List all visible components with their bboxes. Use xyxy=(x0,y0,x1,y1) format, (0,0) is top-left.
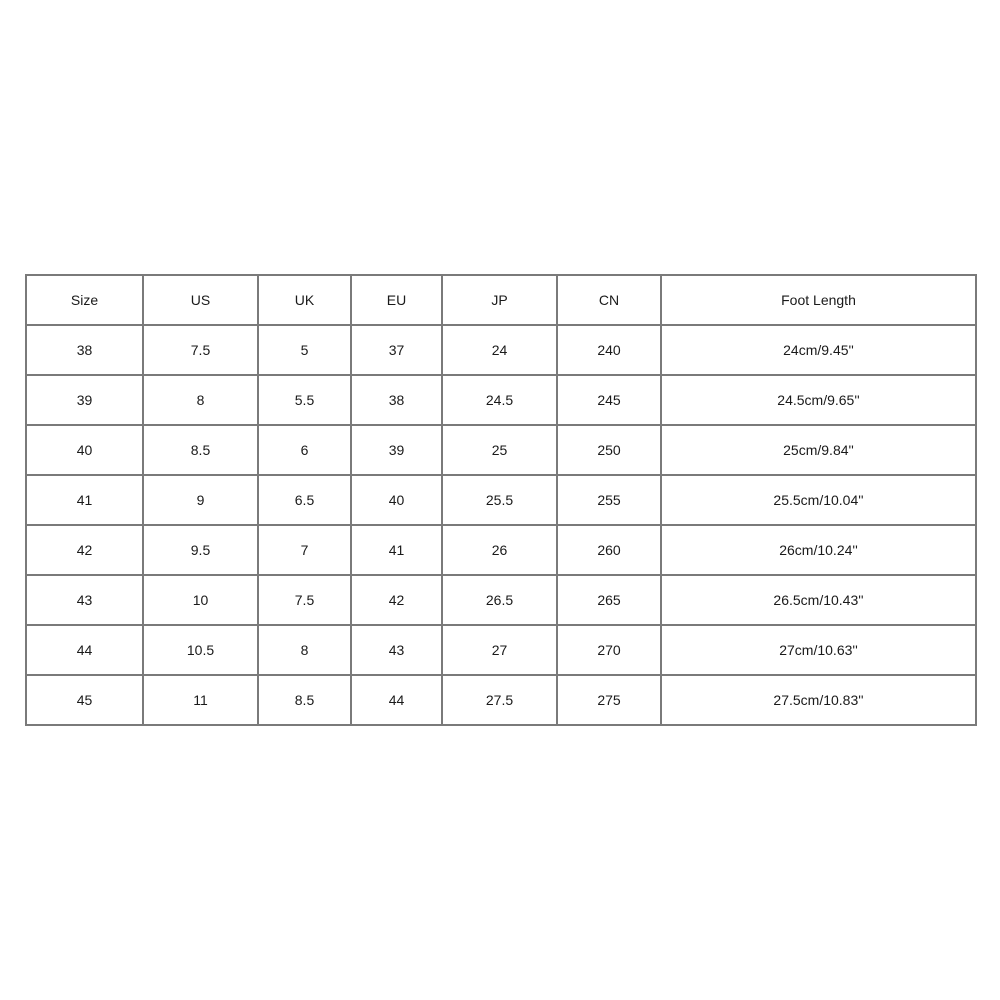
table-cell: 43 xyxy=(27,576,144,626)
table-cell: 41 xyxy=(352,526,443,576)
table-cell: 245 xyxy=(558,376,662,426)
table-cell: 10.5 xyxy=(144,626,259,676)
header-size: Size xyxy=(27,276,144,326)
table-cell: 27.5 xyxy=(443,676,558,726)
table-cell: 10 xyxy=(144,576,259,626)
table-cell: 8.5 xyxy=(144,426,259,476)
table-cell: 39 xyxy=(352,426,443,476)
table-cell: 41 xyxy=(27,476,144,526)
table-cell: 9.5 xyxy=(144,526,259,576)
table-row xyxy=(27,576,977,626)
table-cell: 240 xyxy=(558,326,662,376)
table-cell: 26.5cm/10.43'' xyxy=(662,576,977,626)
table-cell: 25.5 xyxy=(443,476,558,526)
table-cell: 25 xyxy=(443,426,558,476)
header-row xyxy=(27,276,977,326)
table-cell: 27.5cm/10.83'' xyxy=(662,676,977,726)
size-chart-table xyxy=(25,274,977,726)
header-uk: UK xyxy=(259,276,352,326)
table-cell: 38 xyxy=(27,326,144,376)
table-cell: 9 xyxy=(144,476,259,526)
table-cell: 265 xyxy=(558,576,662,626)
table-cell: 42 xyxy=(352,576,443,626)
table-cell: 44 xyxy=(27,626,144,676)
table-cell: 5.5 xyxy=(259,376,352,426)
table-cell: 8 xyxy=(259,626,352,676)
table-cell: 6.5 xyxy=(259,476,352,526)
table-cell: 44 xyxy=(352,676,443,726)
table-cell: 7.5 xyxy=(259,576,352,626)
table-cell: 25.5cm/10.04'' xyxy=(662,476,977,526)
table-cell: 275 xyxy=(558,676,662,726)
header-cn: CN xyxy=(558,276,662,326)
table-cell: 270 xyxy=(558,626,662,676)
table-row xyxy=(27,476,977,526)
table-cell: 260 xyxy=(558,526,662,576)
table-cell: 38 xyxy=(352,376,443,426)
table-cell: 24 xyxy=(443,326,558,376)
table-cell: 24.5cm/9.65'' xyxy=(662,376,977,426)
table-cell: 8.5 xyxy=(259,676,352,726)
table-cell: 24cm/9.45'' xyxy=(662,326,977,376)
table-cell: 7 xyxy=(259,526,352,576)
table-row xyxy=(27,526,977,576)
table-row xyxy=(27,376,977,426)
header-jp: JP xyxy=(443,276,558,326)
table-cell: 39 xyxy=(27,376,144,426)
table-row xyxy=(27,626,977,676)
table-cell: 24.5 xyxy=(443,376,558,426)
table-cell: 7.5 xyxy=(144,326,259,376)
table-cell: 27 xyxy=(443,626,558,676)
table-row xyxy=(27,326,977,376)
table-row xyxy=(27,676,977,726)
table-cell: 26cm/10.24'' xyxy=(662,526,977,576)
table-cell: 43 xyxy=(352,626,443,676)
table-cell: 42 xyxy=(27,526,144,576)
table-row xyxy=(27,426,977,476)
table-cell: 250 xyxy=(558,426,662,476)
table-cell: 6 xyxy=(259,426,352,476)
table-cell: 40 xyxy=(27,426,144,476)
table-cell: 26 xyxy=(443,526,558,576)
table-cell: 40 xyxy=(352,476,443,526)
table-cell: 5 xyxy=(259,326,352,376)
table-cell: 26.5 xyxy=(443,576,558,626)
table-cell: 45 xyxy=(27,676,144,726)
table-cell: 25cm/9.84'' xyxy=(662,426,977,476)
table-cell: 8 xyxy=(144,376,259,426)
table-cell: 37 xyxy=(352,326,443,376)
table-cell: 27cm/10.63'' xyxy=(662,626,977,676)
header-foot-length: Foot Length xyxy=(662,276,977,326)
table-cell: 255 xyxy=(558,476,662,526)
header-us: US xyxy=(144,276,259,326)
table-cell: 11 xyxy=(144,676,259,726)
header-eu: EU xyxy=(352,276,443,326)
